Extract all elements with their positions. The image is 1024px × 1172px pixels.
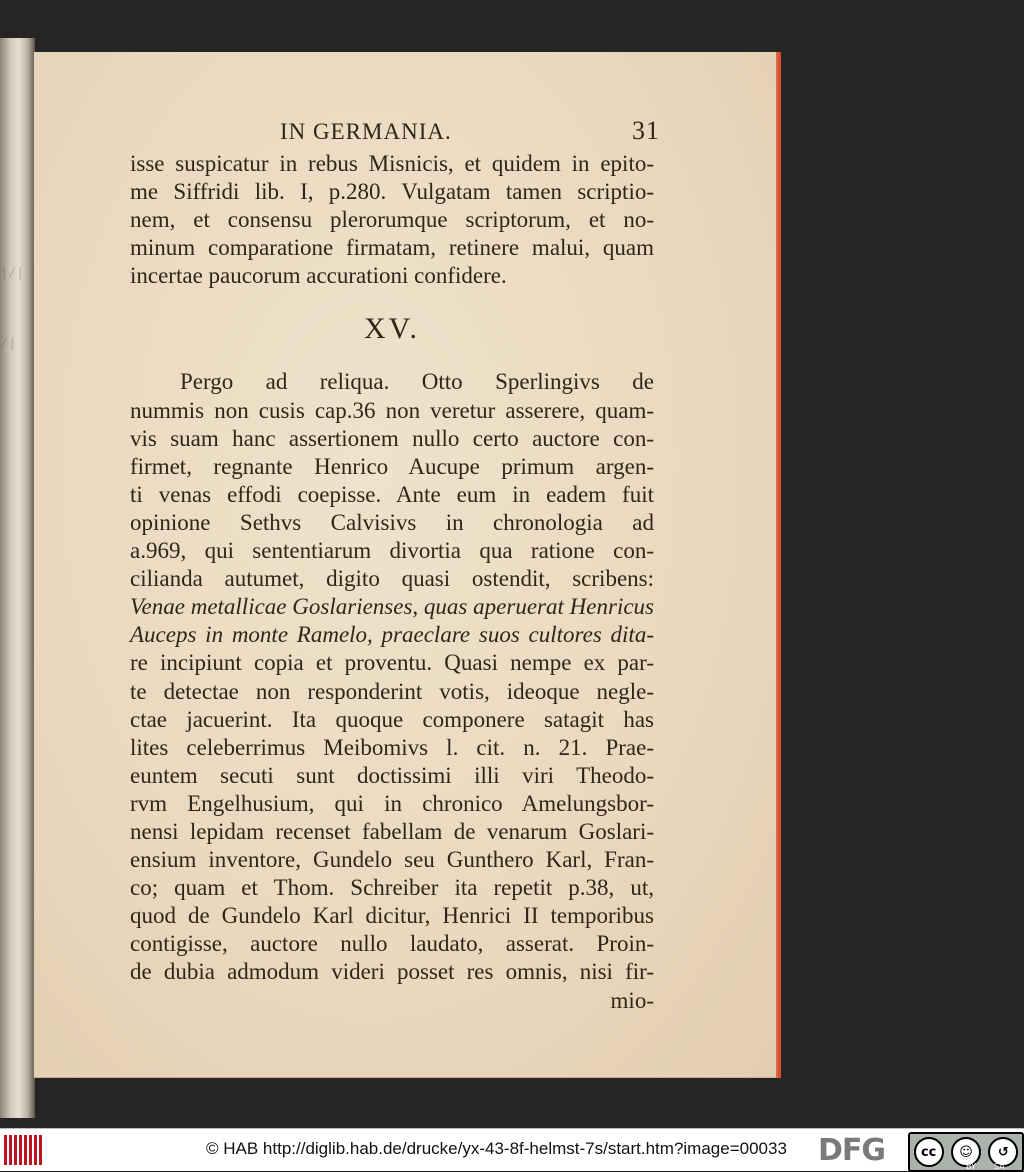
text-line: Auceps in monte Ramelo, praeclare suos cultores dita- <box>130 622 654 648</box>
page-number: 31 <box>632 116 660 145</box>
catchword: mio- <box>610 987 654 1013</box>
text-line: re incipiunt copia et proventu. Quasi nempe ex par- <box>130 650 654 676</box>
text-line: ensium inventore, Gundelo seu Gunthero Karl, Fran- <box>130 847 654 873</box>
paragraph-1 <box>130 150 654 290</box>
text-line: incertae paucorum accurationi confidere. <box>130 263 507 289</box>
copyright-link[interactable]: © HAB http://diglib.hab.de/drucke/yx-43-8f-helmst-7s/start.htm?image=00033 <box>206 1139 787 1158</box>
text-line: contigisse, auctore nullo laudato, asserat. Proin- <box>130 931 654 957</box>
text-line: Pergo ad reliqua. Otto Sperlingivs de <box>180 369 654 395</box>
section-heading: XV. <box>364 312 420 346</box>
text-line: euntem secuti sunt doctissimi illi viri Theodo- <box>130 762 654 788</box>
text-line: nem, et consensu plerorumque scriptorum, et no- <box>130 207 654 233</box>
text-line: ctae jacuerint. Ita quoque componere satagit has <box>130 706 654 732</box>
text-line: a.969, qui sententiarum divortia qua ratione con- <box>130 538 654 564</box>
page-header <box>130 116 660 150</box>
book-page <box>34 52 781 1078</box>
library-logo-icon <box>4 1135 44 1165</box>
page-text-block <box>130 116 660 1015</box>
text-line: cilianda autumet, digito quasi ostendit, scribens: <box>130 566 654 592</box>
license-by-label: BY <box>966 1162 976 1171</box>
text-line: isse suspicatur in rebus Misnicis, et quidem in epito- <box>130 151 654 176</box>
text-line: de dubia admodum videri posset res omnis, nisi fir- <box>130 959 654 985</box>
text-line: vis suam hanc assertionem nullo certo auctore con- <box>130 425 654 451</box>
cc-license-badge[interactable] <box>908 1132 1024 1172</box>
text-line: opinione Sethvs Calvisivs in chronologia ad <box>130 509 654 535</box>
license-sa-label: SA <box>994 1162 1005 1171</box>
share-alike-icon: ↺ <box>988 1137 1018 1167</box>
previous-page-edge <box>0 38 35 1118</box>
dfg-logo[interactable]: DFG <box>818 1133 886 1168</box>
text-line: nensi lepidam recenset fabellam de venarum Goslari- <box>130 818 654 844</box>
paragraph-2 <box>130 368 654 1014</box>
text-line: co; quam et Thom. Schreiber ita repetit p.38, ut, <box>130 875 654 901</box>
text-line: nummis non cusis cap.36 non veretur asserere, quam- <box>130 397 654 423</box>
text-line: firmet, regnante Henrico Aucupe primum argen- <box>130 453 654 479</box>
viewer-footer <box>0 1128 1024 1171</box>
text-line: minum comparatione firmatam, retinere malui, quam <box>130 235 654 261</box>
text-line: lites celeberrimus Meibomivs l. cit. n. 21. Prae- <box>130 734 654 760</box>
text-line: te detectae non responderint votis, ideoque negle- <box>130 678 654 704</box>
text-line: ti venas effodi coepisse. Ante eum in eadem fuit <box>130 481 654 507</box>
text-line: Venae metallicae Goslarienses, quas aperuerat Henricus <box>130 594 654 620</box>
text-line: rvm Engelhusium, qui in chronico Amelungsbor- <box>130 790 654 816</box>
text-line: quod de Gundelo Karl dicitur, Henrici II temporibus <box>130 903 654 929</box>
cc-icon: cc <box>914 1137 944 1167</box>
edge-marks: | / | / | <box>2 265 22 351</box>
running-head: IN GERMANIA. <box>280 119 452 144</box>
text-line: me Siffridi lib. I, p.280. Vulgatam tamen scriptio- <box>130 179 654 205</box>
attribution-icon: ☺ <box>951 1137 981 1167</box>
